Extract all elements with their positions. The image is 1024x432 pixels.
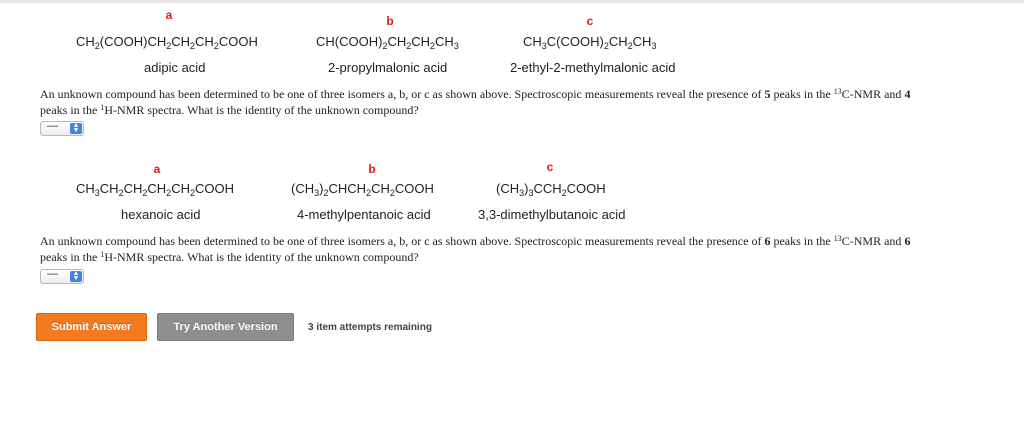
compound-name-b: 2-propylmalonic acid	[328, 60, 448, 75]
formula-text: CH	[76, 181, 95, 196]
formula-text: CH	[171, 34, 191, 49]
formula-text: CH	[76, 34, 95, 49]
updown-chevron-icon: ▲ ▼	[70, 123, 82, 134]
formula-text: CHCH	[328, 181, 367, 196]
answer-select[interactable]	[40, 269, 84, 284]
try-another-version-button[interactable]: Try Another Version	[157, 313, 294, 341]
formula-subscript: 2	[627, 41, 633, 51]
formula-text: COOH	[566, 181, 606, 196]
formula-subscript: 2	[603, 41, 609, 51]
formula-text: (COOH)CH	[99, 34, 167, 49]
formula-subscript: 2	[382, 41, 388, 51]
formula-text: CH	[608, 34, 628, 49]
formula-subscript: 3	[651, 41, 657, 51]
compound-name-a: adipic acid	[144, 60, 206, 75]
formula-text: CH	[411, 34, 431, 49]
formula-text: COOH	[218, 34, 258, 49]
isomer-label-a: a	[165, 8, 173, 22]
updown-chevron-icon: ▲ ▼	[70, 271, 82, 282]
formula-subscript: 2	[213, 41, 219, 51]
question-text: An unknown compound has been determined to be one of three isomers a, b, or c as shown above. Spectroscopic measurements reveal the presence of 5 peaks in the $^{13}$C-NMR and 4 peaks in the $^1$H-NMR spectra. What is the identity of the unknown compound?	[40, 87, 911, 117]
formula-text: CH	[632, 34, 652, 49]
formula-subscript: 2	[430, 41, 436, 51]
formula-text: COOH	[394, 181, 434, 196]
formula-subscript: 3	[519, 188, 525, 198]
isomer-label-c: c	[546, 160, 554, 174]
formula-subscript: 3	[453, 41, 459, 51]
formula-text: (CH	[496, 181, 520, 196]
attempts-remaining: 3 item attempts remaining	[308, 322, 432, 333]
formula-text: )	[524, 181, 529, 196]
formula-b	[291, 181, 434, 196]
compound-name-c: 2-ethyl-2-methylmalonic acid	[510, 60, 676, 75]
isomer-label-c: c	[586, 14, 594, 28]
formula-subscript: 3	[541, 41, 547, 51]
formula-subscript: 2	[142, 188, 148, 198]
formula-subscript: 3	[314, 188, 320, 198]
isomer-label-a: a	[153, 162, 161, 176]
formula-text: C(COOH)	[546, 34, 604, 49]
isomer-label-b: b	[386, 14, 394, 28]
formula-text: CCH	[533, 181, 562, 196]
select-value: —	[47, 268, 58, 280]
formula-text: )	[319, 181, 324, 196]
question-text: An unknown compound has been determined to be one of three isomers a, b, or c as shown above. Spectroscopic measurements reveal the presence of 6 peaks in the $^{13}$C-NMR and 6 peaks in the $^1$H-NMR spectra. What is the identity of the unknown compound?	[40, 234, 911, 264]
formula-subscript: 2	[166, 41, 172, 51]
formula-text: CH(COOH)	[316, 34, 383, 49]
formula-b	[316, 34, 459, 49]
formula-text: CH	[99, 181, 119, 196]
formula-subscript: 2	[190, 41, 196, 51]
submit-answer-button[interactable]: Submit Answer	[36, 313, 147, 341]
formula-subscript: 2	[189, 188, 195, 198]
formula-c	[523, 34, 656, 49]
formula-subscript: 2	[406, 41, 412, 51]
formula-subscript: 2	[323, 188, 329, 198]
formula-a	[76, 181, 234, 196]
isomer-label-b: b	[368, 162, 376, 176]
compound-name-b: 4-methylpentanoic acid	[297, 207, 431, 222]
formula-text: CH	[123, 181, 143, 196]
formula-text: CH	[147, 181, 167, 196]
compound-name-a: hexanoic acid	[121, 207, 201, 222]
formula-subscript: 2	[94, 41, 100, 51]
formula-subscript: 2	[166, 188, 172, 198]
answer-select[interactable]	[40, 121, 84, 136]
formula-text: CH	[387, 34, 407, 49]
compound-name-c: 3,3-dimethylbutanoic acid	[478, 207, 626, 222]
formula-subscript: 3	[94, 188, 100, 198]
formula-subscript: 2	[118, 188, 124, 198]
formula-subscript: 2	[366, 188, 372, 198]
formula-text: CH	[171, 181, 190, 196]
formula-text: CH	[195, 34, 214, 49]
formula-c	[496, 181, 606, 196]
formula-text: CH	[371, 181, 390, 196]
formula-text: COOH	[194, 181, 234, 196]
formula-subscript: 3	[528, 188, 534, 198]
formula-text: CH	[435, 34, 454, 49]
formula-subscript: 2	[561, 188, 567, 198]
formula-a	[76, 34, 258, 49]
select-value: —	[47, 120, 58, 132]
formula-text: (CH	[291, 181, 315, 196]
formula-text: CH	[523, 34, 542, 49]
formula-subscript: 2	[389, 188, 395, 198]
top-divider	[0, 0, 1024, 3]
